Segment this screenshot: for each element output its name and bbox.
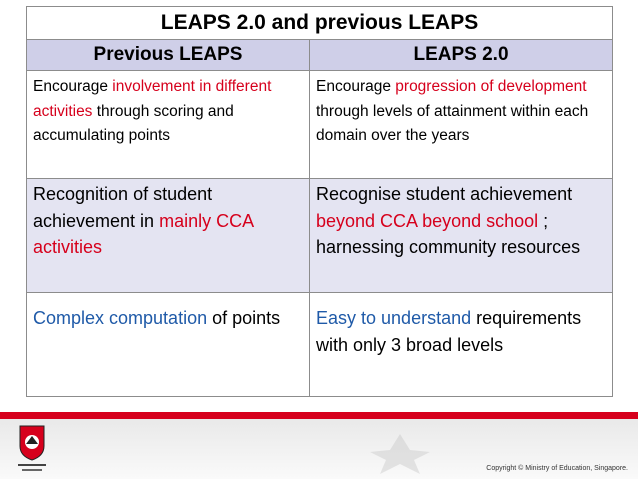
row1-left-seg-2: through scoring and accumulating points	[33, 102, 234, 144]
row1-leaps2-cell	[310, 71, 613, 179]
starfish-decoration-icon	[330, 430, 470, 476]
table-row	[27, 293, 613, 397]
table-title: LEAPS 2.0 and previous LEAPS	[27, 7, 613, 40]
row1-right-seg-2: through levels of attainment within each domain over the years	[316, 102, 589, 144]
row2-right-seg-2: ; harnessing community resources	[316, 210, 581, 257]
row3-right-seg-1: requirements with only 3 broad levels	[316, 308, 582, 355]
row2-left-seg-0: Recognition of student achievement in	[33, 184, 213, 231]
row2-left-seg-1: mainly CCA activities	[33, 210, 254, 257]
table-row	[27, 179, 613, 293]
row2-right-seg-0: Recognise student achievement	[316, 184, 573, 204]
row1-right-seg-1: progression of development	[395, 78, 587, 95]
row3-right-seg-0: Easy to understand	[316, 308, 472, 328]
row1-previous-cell	[27, 71, 310, 179]
footer-divider	[0, 412, 638, 419]
header-leaps-2: LEAPS 2.0	[310, 40, 613, 71]
row2-right-seg-1: beyond CCA beyond school	[316, 210, 539, 231]
row1-right-seg-0: Encourage	[316, 78, 396, 95]
row2-leaps2-cell	[310, 179, 613, 293]
row1-left-seg-0: Encourage	[33, 78, 113, 95]
row3-left-seg-1: of points	[207, 308, 281, 328]
header-previous-leaps: Previous LEAPS	[27, 40, 310, 71]
row1-left-seg-1: involvement in different activities	[33, 78, 272, 120]
row3-previous-cell	[27, 293, 310, 397]
copyright-text: Copyright © Ministry of Education, Singapore.	[486, 465, 628, 472]
comparison-table	[26, 6, 613, 397]
table-row	[27, 71, 613, 179]
moe-crest-icon	[14, 422, 50, 476]
row3-leaps2-cell	[310, 293, 613, 397]
row3-left-seg-0: Complex computation	[33, 308, 208, 328]
row2-previous-cell	[27, 179, 310, 293]
